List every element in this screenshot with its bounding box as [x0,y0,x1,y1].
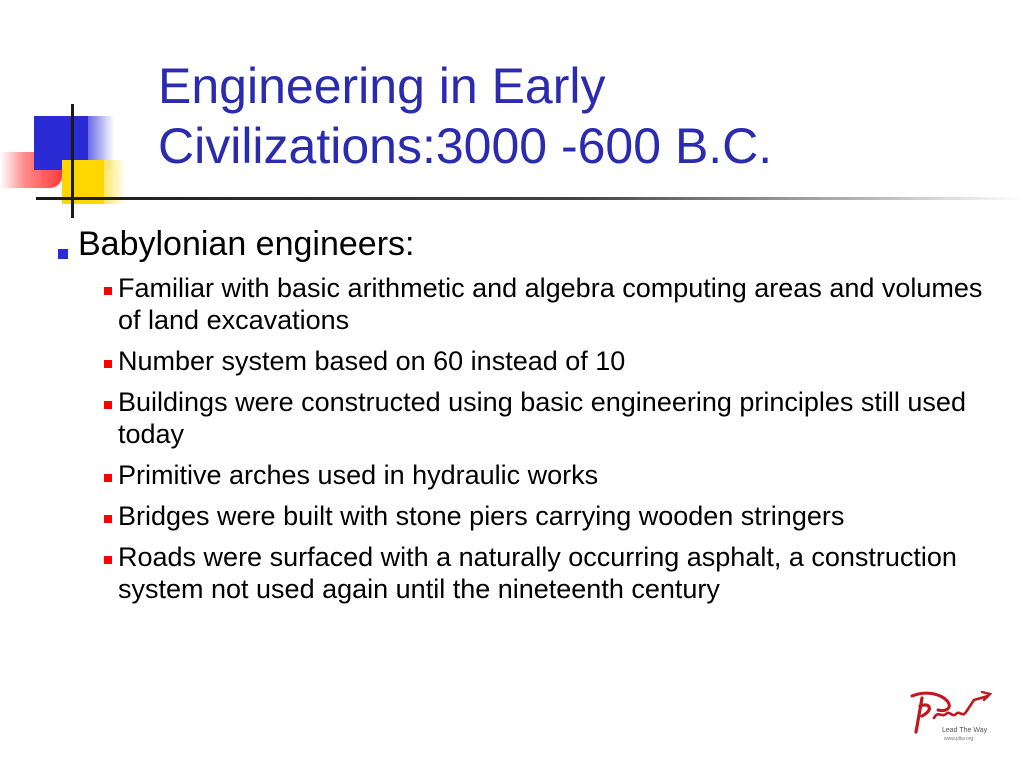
sub-bullet-text: Number system based on 60 instead of 10 [118,346,626,376]
decorative-vertical-line [71,104,74,218]
logo-script [934,696,988,718]
sub-bullet-text: Buildings were constructed using basic engineering principles still used today [118,387,966,449]
sub-bullet-text: Primitive arches used in hydraulic works [118,460,599,490]
pltw-logo [908,688,992,750]
sub-bullet-item [104,541,998,605]
logo-url: www.pltw.org [944,736,974,742]
red-square-bullet-icon [104,287,112,295]
level1-bullet-text: Babylonian engineers: [78,225,415,263]
slide-title-line-2: Civilizations:3000 -600 B.C. [158,118,773,174]
blue-square-bullet-icon [58,249,68,259]
slide-title [158,56,1008,176]
logo-letter-p [916,698,929,732]
sub-bullet-text: Familiar with basic arithmetic and algebra computing areas and volumes of land excavations [118,273,983,335]
sub-bullet-item [104,459,998,491]
slide-title-line-1: Engineering in Early [158,58,606,114]
title-underline [36,197,1024,200]
logo-tagline: Lead The Way [942,727,988,734]
red-square-bullet-icon [104,474,112,482]
sub-bullet-text: Roads were surfaced with a naturally occurring asphalt, a construction system not used again until the nineteenth century [118,542,957,604]
red-square-bullet-icon [104,515,112,523]
sub-bullet-text: Bridges were built with stone piers carrying wooden stringers [118,501,845,531]
sub-bullet-item [104,345,998,377]
red-square-bullet-icon [104,401,112,409]
slide-body [56,222,1006,614]
red-square-bullet-icon [104,360,112,368]
sub-bullet-item [104,500,998,532]
red-square-bullet-icon [104,556,112,564]
sub-bullet-item [104,272,998,336]
level1-bullet-item [56,222,1006,266]
sub-bullet-item [104,386,998,450]
sub-bullet-list [56,272,1006,605]
